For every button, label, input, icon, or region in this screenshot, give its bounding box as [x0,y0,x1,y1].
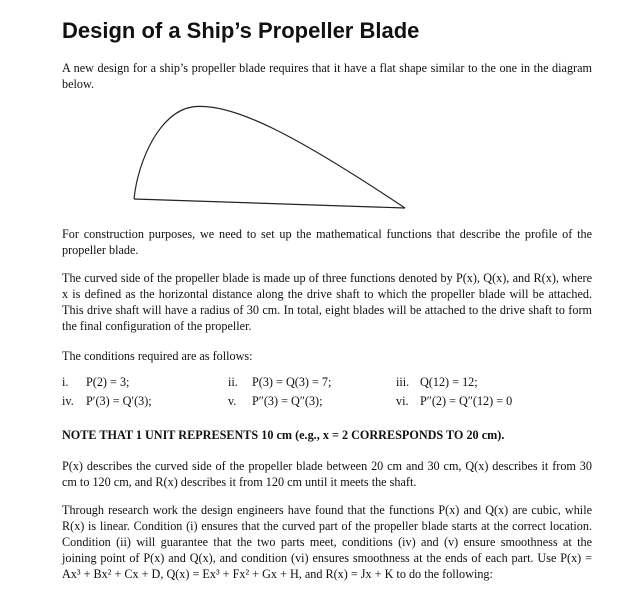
blade-curved-side [134,106,405,208]
blade-flat-side [134,199,405,208]
condition-text: Q(12) = 12; [420,375,478,389]
condition-text: P″(3) = Q″(3); [252,394,323,408]
curved-side-paragraph: The curved side of the propeller blade is made up of three functions denoted by P(x), Q(x), and R(x), where x is defined as the horizontal distance along the drive shaft to which the propeller blade will be attached. This drive shaft will have a radius of 30 cm. In total, eight blades will be attached to the drive shaft to form the final configuration of the propeller. [62,271,592,333]
intro-paragraph: A new design for a ship’s propeller blade requires that it have a flat shape similar to the one in the diagram below. [62,61,592,91]
conditions-row [62,373,602,392]
condition-number: vi. [396,394,409,408]
condition-number: ii. [228,375,238,389]
research-paragraph: Through research work the design engineers have found that the functions P(x) and Q(x) are cubic, while R(x) is linear. Condition (i) ensures that the curved part of the propeller blade starts at the correct location. Condition (ii) will guarantee that the two parts meet, conditions (iv) and (v) ensure smoothness at the joining point of P(x) and Q(x), and condition (vi) ensures smoothness at the ends of each part. Use P(x) = Ax³ + Bx² + Cx + D, Q(x) = Ex³ + Fx² + Gx + H, and R(x) = Jx + K to do the following: [62,503,592,581]
condition-item [396,394,596,409]
condition-item [396,375,596,390]
unit-note: NOTE THAT 1 UNIT REPRESENTS 10 cm (e.g., x = 2 CORRESPONDS TO 20 cm). [62,428,505,442]
construction-paragraph: For construction purposes, we need to set up the mathematical functions that describe the profile of the propeller blade. [62,227,592,257]
condition-text: P′(3) = Q′(3); [86,394,152,408]
condition-text: P″(2) = Q″(12) = 0 [420,394,513,408]
condition-item [228,394,396,409]
conditions-list [62,373,602,411]
condition-item [228,375,396,390]
condition-number: iii. [396,375,410,389]
page-title: Design of a Ship’s Propeller Blade [62,18,420,43]
conditions-heading: The conditions required are as follows: [62,349,253,363]
condition-text: P(2) = 3; [86,375,130,389]
condition-number: v. [228,394,237,408]
condition-number: iv. [62,394,74,408]
conditions-row [62,392,602,411]
condition-item [62,375,228,390]
condition-item [62,394,228,409]
functions-description-paragraph: P(x) describes the curved side of the propeller blade between 20 cm and 30 cm, Q(x) describes it from 30 cm to 120 cm, and R(x) describes it from 120 cm until it meets the shaft. [62,459,592,489]
condition-text: P(3) = Q(3) = 7; [252,375,332,389]
condition-number: i. [62,375,69,389]
